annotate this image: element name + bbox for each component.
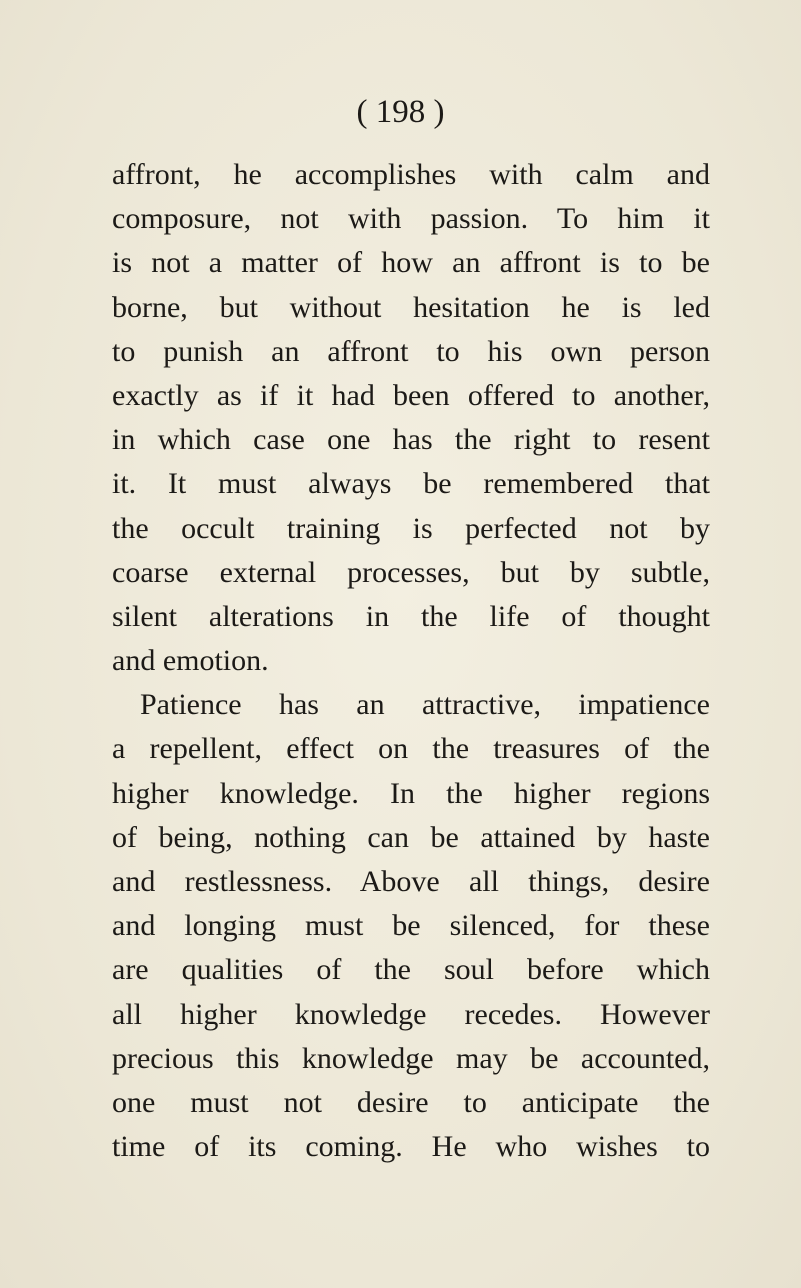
text-line: is not a matter of how an affront is to be <box>112 246 710 280</box>
text-line: Patience has an attractive, impatience <box>140 688 710 722</box>
text-line: one must not desire to anticipate the <box>112 1085 710 1119</box>
text-line: a repellent, effect on the treasures of the <box>112 732 710 766</box>
text-line: the occult training is perfected not by <box>112 511 710 545</box>
text-line: borne, but without hesitation he is led <box>112 290 710 324</box>
body-text <box>112 153 710 1169</box>
text-line: are qualities of the soul before which <box>112 953 710 987</box>
text-line: higher knowledge. In the higher regions <box>112 776 710 810</box>
text-line: and longing must be silenced, for these <box>112 909 710 943</box>
text-line: coarse external processes, but by subtle, <box>112 555 710 589</box>
text-line: all higher knowledge recedes. However <box>112 997 710 1031</box>
text-line: composure, not with passion. To him it <box>112 202 710 236</box>
text-line: exactly as if it had been offered to another, <box>112 378 710 412</box>
text-line: of being, nothing can be attained by haste <box>112 820 710 854</box>
page-number: ( 198 ) <box>356 94 445 130</box>
text-line: in which case one has the right to resent <box>112 423 710 457</box>
text-line: affront, he accomplishes with calm and <box>112 158 710 191</box>
text-line: it. It must always be remembered that <box>112 467 710 501</box>
text-line: precious this knowledge may be accounted, <box>112 1041 710 1075</box>
text-line: and emotion. <box>112 644 269 678</box>
text-line: and restlessness. Above all things, desire <box>112 865 710 898</box>
text-line: to punish an affront to his own person <box>112 334 710 368</box>
text-line: time of its coming. He who wishes to <box>112 1130 710 1164</box>
text-line: silent alterations in the life of thought <box>112 599 710 633</box>
